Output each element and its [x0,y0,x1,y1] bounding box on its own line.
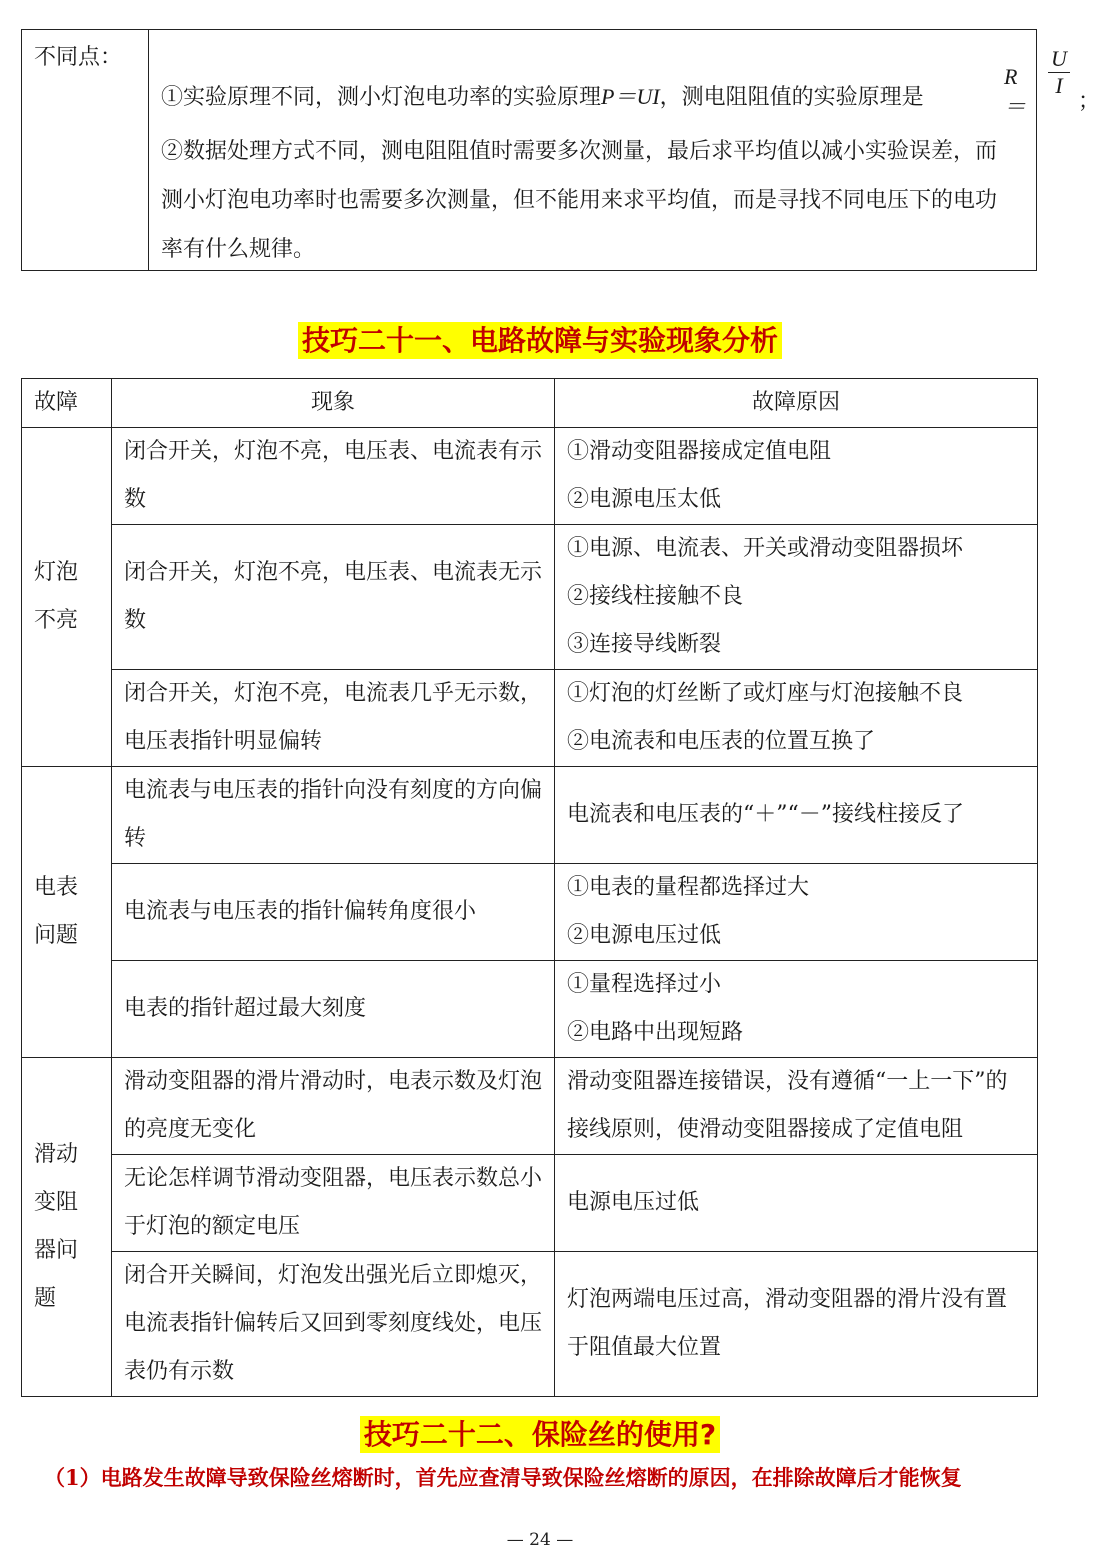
header-phenomenon: 现象 [112,379,555,428]
difference-line-3: 测小灯泡电功率时也需要多次测量，但不能用来求平均值，而是寻找不同电压下的电功 [161,188,998,213]
phenomenon-cell: 电流表与电压表的指针偏转角度很小 [112,864,555,961]
phenomenon-cell: 闭合开关，灯泡不亮，电压表、电流表无示数 [112,525,555,670]
table-header-row [22,379,1038,428]
difference-line-1: ①实验原理不同，测小灯泡电功率的实验原理P＝UI，测电阻阻值的实验原理是 [161,84,924,110]
table-row [22,961,1038,1058]
phenomenon-cell: 无论怎样调节滑动变阻器，电压表示数总小于灯泡的额定电压 [112,1155,555,1252]
table-row [22,1252,1038,1397]
difference-label: 不同点： [22,30,149,270]
phenomenon-cell: 滑动变阻器的滑片滑动时，电表示数及灯泡的亮度无变化 [112,1058,555,1155]
table-row [22,525,1038,670]
difference-line-4: 率有什么规律。 [161,237,316,262]
fault-analysis-table [21,378,1038,1397]
cause-cell: 滑动变阻器连接错误，没有遵循“一上一下”的接线原则，使滑动变阻器接成了定值电阻 [555,1058,1038,1155]
comparison-box [21,29,1100,271]
power-formula: P＝UI [601,84,660,109]
table-row [22,670,1038,767]
cause-cell: ①量程选择过小 ②电路中出现短路 [555,961,1038,1058]
phenomenon-cell: 电表的指针超过最大刻度 [112,961,555,1058]
cause-cell: ①电表的量程都选择过大 ②电源电压过低 [555,864,1038,961]
cause-cell: 电流表和电压表的“＋”“－”接线柱接反了 [555,767,1038,864]
table-row [22,864,1038,961]
phenomenon-cell: 闭合开关，灯泡不亮，电压表、电流表有示数 [112,428,555,525]
phenomenon-cell: 电流表与电压表的指针向没有刻度的方向偏转 [112,767,555,864]
cause-cell: ①滑动变阻器接成定值电阻 ②电源电压太低 [555,428,1038,525]
section-heading-21: 技巧二十一、电路故障与实验现象分析 [0,319,1080,359]
page-number: — 24 — [506,1530,574,1550]
table-row [22,428,1038,525]
phenomenon-cell: 闭合开关瞬间，灯泡发出强光后立即熄灭，电流表指针偏转后又回到零刻度线处，电压表仍有示数 [112,1252,555,1397]
section-heading-22: 技巧二十二、保险丝的使用? [0,1413,1080,1453]
phenomenon-cell: 闭合开关，灯泡不亮，电流表几乎无示数，电压表指针明显偏转 [112,670,555,767]
cause-cell: ①灯泡的灯丝断了或灯座与灯泡接触不良 ②电流表和电压表的位置互换了 [555,670,1038,767]
table-row [22,1155,1038,1252]
table-row [22,1058,1038,1155]
group-rheostat-problem: 滑动变阻器问题 [22,1058,112,1397]
header-fault: 故障 [22,379,112,428]
group-meter-problem: 电表问题 [22,767,112,1058]
difference-line-2: ②数据处理方式不同，测电阻阻值时需要多次测量，最后求平均值以减小实验误差，而 [161,139,998,164]
header-cause: 故障原因 [555,379,1038,428]
group-lamp-off: 灯泡不亮 [22,428,112,767]
cause-cell: 电源电压过低 [555,1155,1038,1252]
table-row [22,767,1038,864]
cause-cell: 灯泡两端电压过高，滑动变阻器的滑片没有置于阻值最大位置 [555,1252,1038,1397]
fuse-note: （1）电路发生故障导致保险丝熔断时，首先应查清导致保险丝熔断的原因，在排除故障后才能恢复 [44,1465,962,1490]
difference-content: ①实验原理不同，测小灯泡电功率的实验原理P＝UI，测电阻阻值的实验原理是 R＝ $\frac{U}{I}$ ； ②数据处理方式不同，测电阻阻值时需要多次测量，最后求平均值以减小实验误差，而 测小灯泡电功率时也需要多次测量，但不能用来求平均值，而是寻找不同电压下的电功 率有什么规律。 [161,46,1100,262]
cause-cell: ①电源、电流表、开关或滑动变阻器损坏 ②接线柱接触不良 ③连接导线断裂 [555,525,1038,670]
